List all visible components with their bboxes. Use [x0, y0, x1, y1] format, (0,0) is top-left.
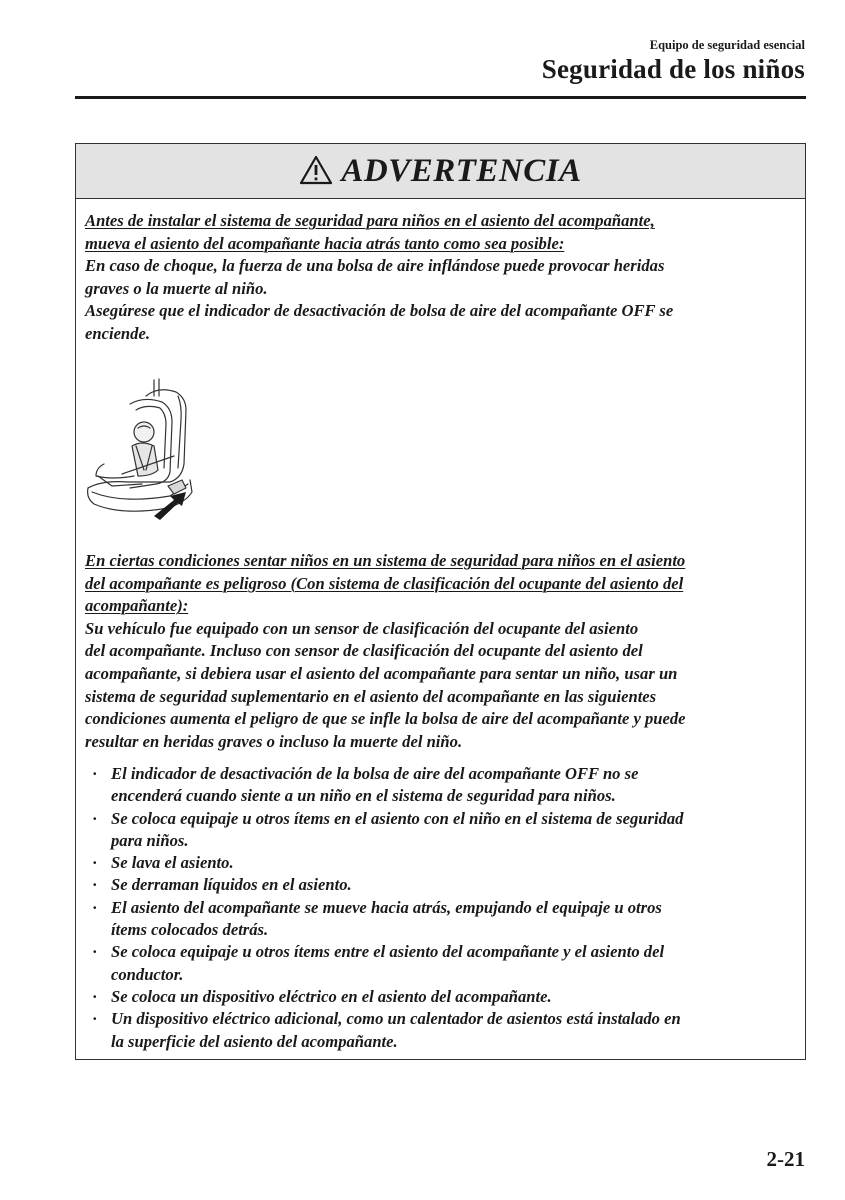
block2-line: Su vehículo fue equipado con un sensor de clasificación del ocupante del asiento [85, 618, 639, 638]
block2-heading-line: En ciertas condiciones sentar niños en un sistema de seguridad para niños en el asiento [85, 551, 686, 570]
bullet-marker: · [92, 853, 98, 873]
list-item [85, 897, 797, 942]
block2-line: resultar en heridas graves o incluso la muerte del niño. [85, 731, 463, 751]
list-item-line: la superficie del asiento del acompañante. [111, 1031, 398, 1051]
bullet-marker: · [92, 764, 98, 783]
list-item [85, 986, 797, 1008]
warning-block-1 [85, 210, 797, 346]
list-item-line: ítems colocados detrás. [111, 920, 269, 940]
bullet-marker: · [92, 942, 98, 962]
page-number: 2-21 [766, 1147, 805, 1171]
block2-heading-line: acompañante): [85, 596, 189, 616]
list-item-line: Se coloca un dispositivo eléctrico en el asiento del acompañante. [111, 986, 552, 1006]
list-item-line: El asiento del acompañante se mueve hacia atrás, empujando el equipaje u otros [111, 897, 662, 917]
block1-line: Asegúrese que el indicador de desactivación de bolsa de aire del acompañante OFF se [85, 301, 674, 321]
list-item [85, 941, 797, 986]
block2-line: condiciones aumenta el peligro de que se infle la bolsa de aire del acompañante y puede [85, 709, 686, 729]
warning-block-2 [85, 550, 797, 753]
list-item-line: conductor. [111, 964, 184, 984]
warning-title: ADVERTENCIA [341, 152, 582, 189]
list-item-line: Un dispositivo eléctrico adicional, como un calentador de asientos está instalado en [111, 1009, 681, 1029]
bullet-marker: · [92, 875, 98, 895]
bullet-marker: · [92, 986, 98, 1006]
list-item [85, 1008, 797, 1053]
header-divider [75, 96, 806, 99]
page-title: Seguridad de los niños [541, 54, 805, 84]
list-item-line: Se coloca equipaje u otros ítems en el asiento con el niño en el sistema de seguridad [111, 808, 684, 828]
list-item-line: Se lava el asiento. [111, 853, 234, 873]
bullet-marker: · [92, 1009, 98, 1029]
bullet-marker: · [92, 897, 98, 917]
list-item-line: encenderá cuando siente a un niño en el sistema de seguridad para niños. [111, 786, 616, 806]
block1-line: enciende. [85, 323, 150, 343]
block1-line: En caso de choque, la fuerza de una bolsa de aire inflándose puede provocar heridas [85, 256, 665, 276]
warning-header [76, 144, 805, 199]
block2-line: sistema de seguridad suplementario en el asiento del acompañante en las siguientes [85, 686, 657, 706]
condition-list [85, 763, 797, 1053]
block2-line: acompañante, si debiera usar el asiento del acompañante para sentar un niño, usar un [85, 663, 678, 683]
list-item [85, 763, 797, 808]
block1-line: graves o la muerte al niño. [85, 278, 268, 298]
warning-box [75, 143, 806, 1060]
warning-triangle-icon [299, 155, 333, 185]
block2-line: del acompañante. Incluso con sensor de clasificación del ocupante del asiento del [85, 641, 643, 661]
child-seat-illustration [82, 376, 208, 524]
list-item-line: El indicador de desactivación de la bolsa de aire del acompañante OFF no se [111, 764, 639, 783]
list-item [85, 874, 797, 896]
list-item-line: Se coloca equipaje u otros ítems entre el asiento del acompañante y el asiento del [111, 942, 665, 962]
section-label: Equipo de seguridad esencial [649, 38, 805, 52]
list-item [85, 808, 797, 853]
bullet-marker: · [92, 808, 98, 828]
list-item [85, 852, 797, 874]
block2-heading-line: del acompañante es peligroso (Con sistema de clasificación del ocupante del asiento del [85, 573, 684, 593]
block1-heading-line: Antes de instalar el sistema de seguridad para niños en el asiento del acompañante, [85, 211, 655, 230]
list-item-line: para niños. [111, 830, 189, 850]
block1-heading-line: mueva el asiento del acompañante hacia atrás tanto como sea posible: [85, 233, 565, 253]
list-item-line: Se derraman líquidos en el asiento. [111, 875, 352, 895]
